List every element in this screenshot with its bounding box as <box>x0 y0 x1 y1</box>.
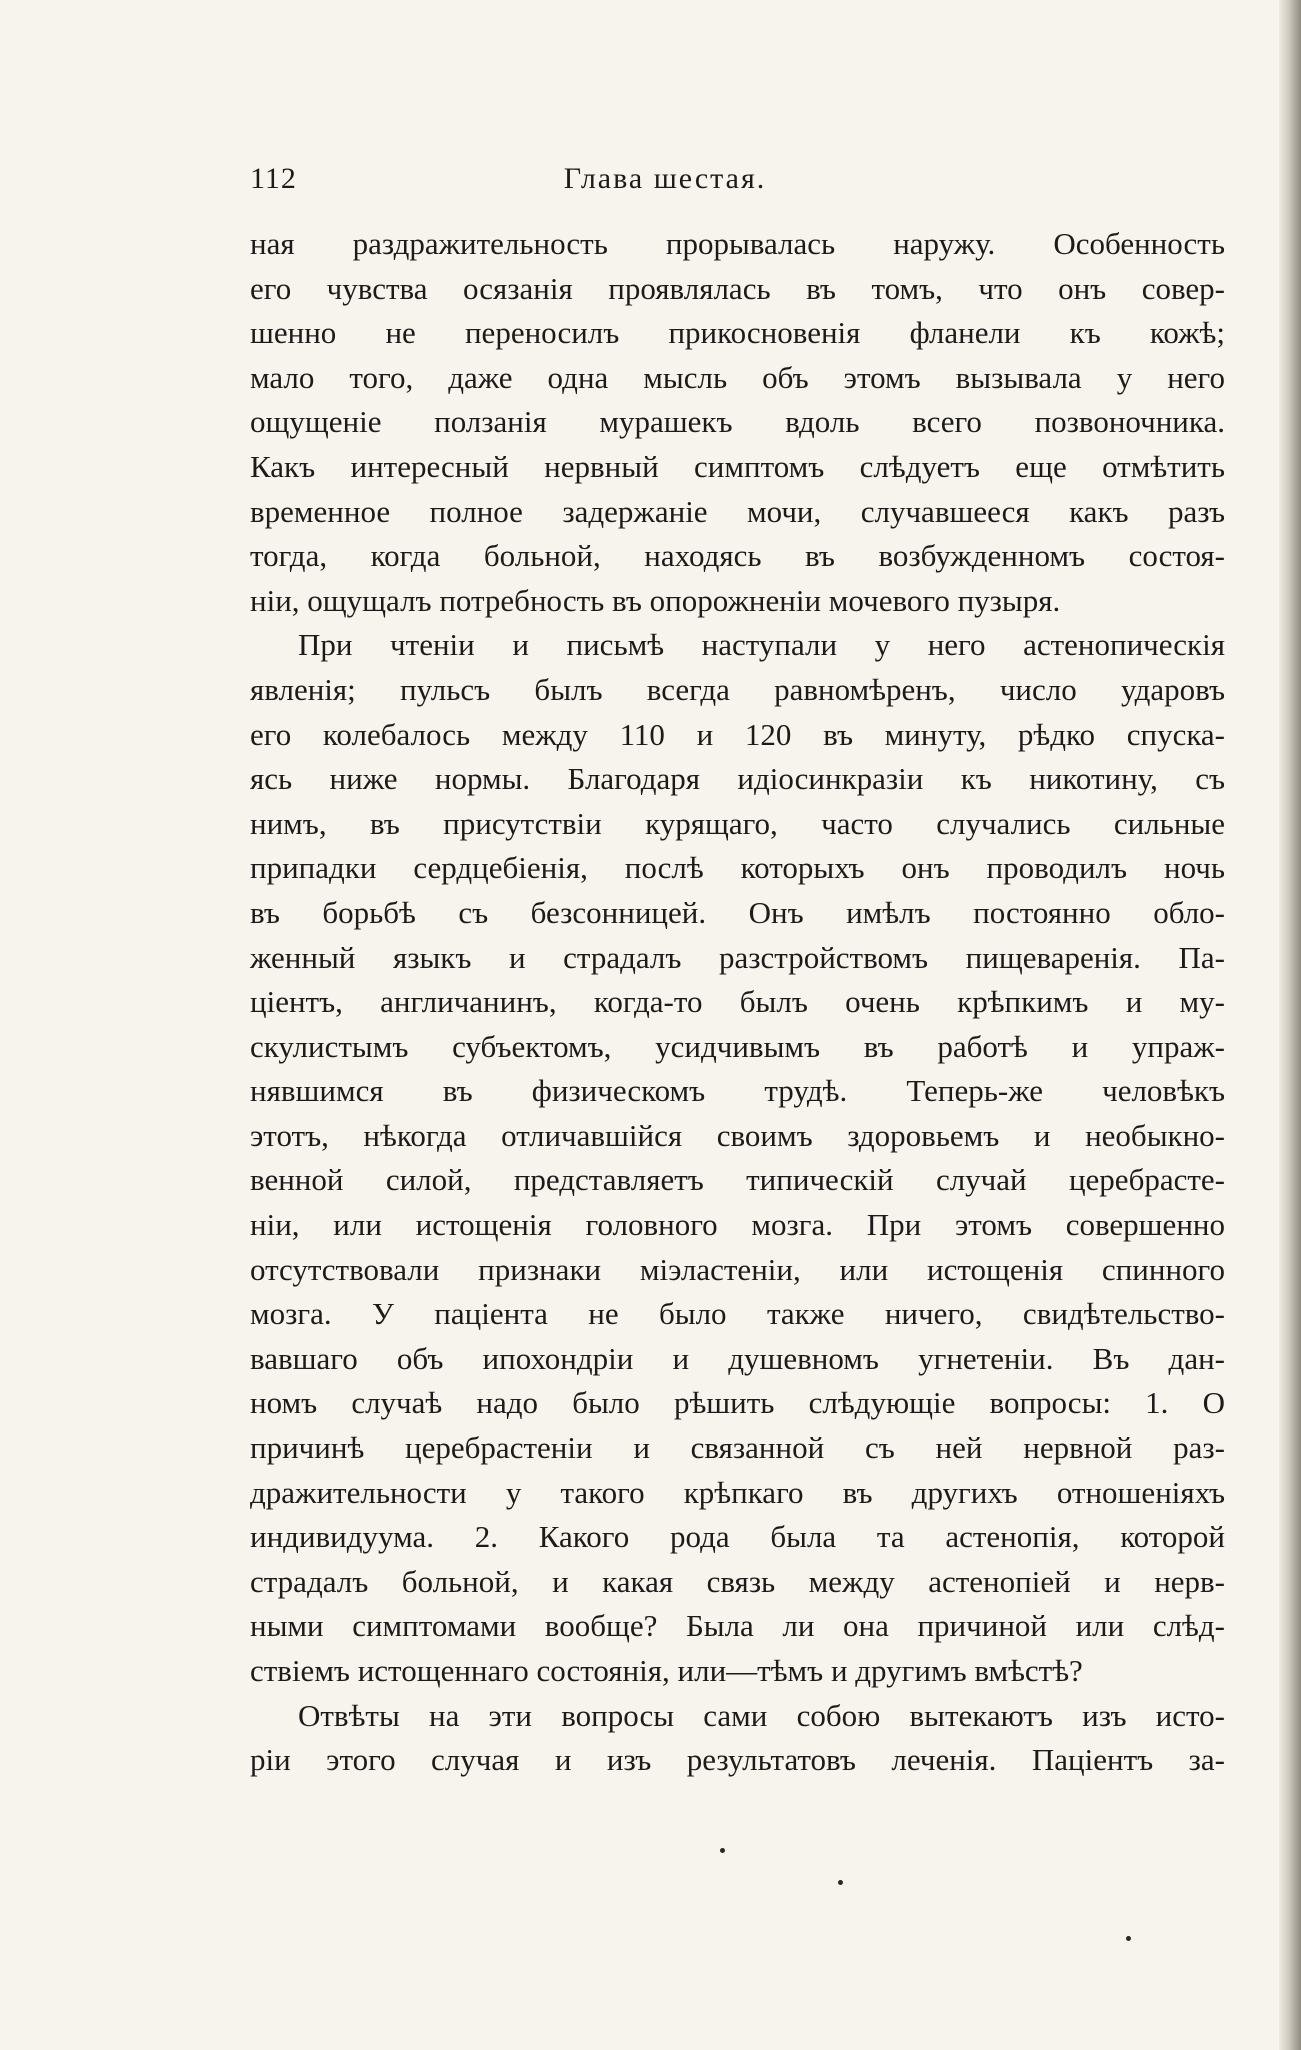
text-line: номъ случаѣ надо было рѣшить слѣдующіе вопросы: 1. О <box>250 1385 1225 1421</box>
text-line: ціентъ, англичанинъ, когда-то былъ очень крѣпкимъ и му- <box>250 984 1225 1020</box>
text-line: его колебалось между 110 и 120 въ минуту, рѣдко спуска- <box>250 716 1225 752</box>
text-line: Какъ интересный нервный симптомъ слѣдуетъ еще отмѣтить <box>250 448 1225 484</box>
text-line: мозга. У паціента не было также ничего, свидѣтельство- <box>250 1296 1225 1332</box>
text-line: венной силой, представляетъ типическій случай церебрасте- <box>250 1162 1225 1198</box>
text-line: При чтеніи и письмѣ наступали у него астенопическія <box>298 627 1225 663</box>
text-line: мало того, даже одна мысль объ этомъ вызывала у него <box>250 359 1225 395</box>
body-text <box>250 222 1225 1783</box>
text-line: явленія; пульсъ былъ всегда равномѣренъ, число ударовъ <box>250 671 1225 707</box>
text-line: ными симптомами вообще? Была ли она причиной или слѣд- <box>250 1608 1225 1644</box>
text-line: тогда, когда больной, находясь въ возбужденномъ состоя- <box>250 538 1225 574</box>
running-head: Глава шестая. <box>563 162 767 195</box>
text-line: Отвѣты на эти вопросы сами собою вытекаютъ изъ исто- <box>298 1697 1225 1733</box>
text-line: его чувства осязанія проявлялась въ томъ, что онъ совер- <box>250 270 1225 306</box>
text-line: вавшаго объ ипохондріи и душевномъ угнетеніи. Въ дан- <box>250 1340 1225 1376</box>
text-line: въ борьбѣ съ безсонницей. Онъ имѣлъ постоянно обло- <box>250 894 1225 930</box>
page-number: 112 <box>250 162 297 195</box>
page-header <box>250 162 1040 202</box>
text-line: временное полное задержаніе мочи, случавшееся какъ разъ <box>250 493 1225 529</box>
text-line: нявшимся въ физическомъ трудѣ. Теперь-же человѣкъ <box>250 1073 1225 1109</box>
text-line: причинѣ церебрастеніи и связанной съ ней нервной раз- <box>250 1430 1225 1466</box>
text-line: этотъ, нѣкогда отличавшійся своимъ здоровьемъ и необыкно- <box>250 1117 1225 1153</box>
text-line: индивидуума. 2. Какого рода была та астенопія, которой <box>250 1519 1225 1555</box>
text-line: ясь ниже нормы. Благодаря идіосинкразіи къ никотину, съ <box>250 761 1225 797</box>
text-line: ніи, ощущалъ потребность въ опорожненіи мочевого пузыря. <box>250 582 1061 618</box>
scan-speck <box>720 1848 725 1853</box>
text-line: отсутствовали признаки міэластеніи, или истощенія спинного <box>250 1251 1225 1287</box>
text-line: ствіемъ истощеннаго состоянія, или—тѣмъ и другимъ вмѣстѣ? <box>250 1653 1083 1688</box>
text-line: страдалъ больной, и какая связь между астенопіей и нерв- <box>250 1563 1225 1599</box>
text-line: шенно не переносилъ прикосновенія фланели къ кожѣ; <box>250 315 1225 351</box>
page-edge-shadow <box>1279 0 1301 2050</box>
text-line: ріи этого случая и изъ результатовъ леченія. Паціентъ за- <box>250 1742 1225 1778</box>
text-line: нимъ, въ присутствіи курящаго, часто случались сильные <box>250 805 1225 841</box>
scan-speck <box>1126 1936 1131 1941</box>
text-line: скулистымъ субъектомъ, усидчивымъ въ работѣ и упраж- <box>250 1028 1225 1064</box>
text-line: припадки сердцебіенія, послѣ которыхъ онъ проводилъ ночь <box>250 850 1225 886</box>
text-line: женный языкъ и страдалъ разстройствомъ пищеваренія. Па- <box>250 939 1225 975</box>
text-line: ная раздражительность прорывалась наружу. Особенность <box>250 226 1225 261</box>
text-line: ощущеніе ползанія мурашекъ вдоль всего позвоночника. <box>250 404 1225 440</box>
text-line: дражительности у такого крѣпкаго въ другихъ отношеніяхъ <box>250 1474 1225 1510</box>
text-line: ніи, или истощенія головного мозга. При этомъ совершенно <box>250 1207 1225 1243</box>
scan-speck <box>838 1880 843 1885</box>
